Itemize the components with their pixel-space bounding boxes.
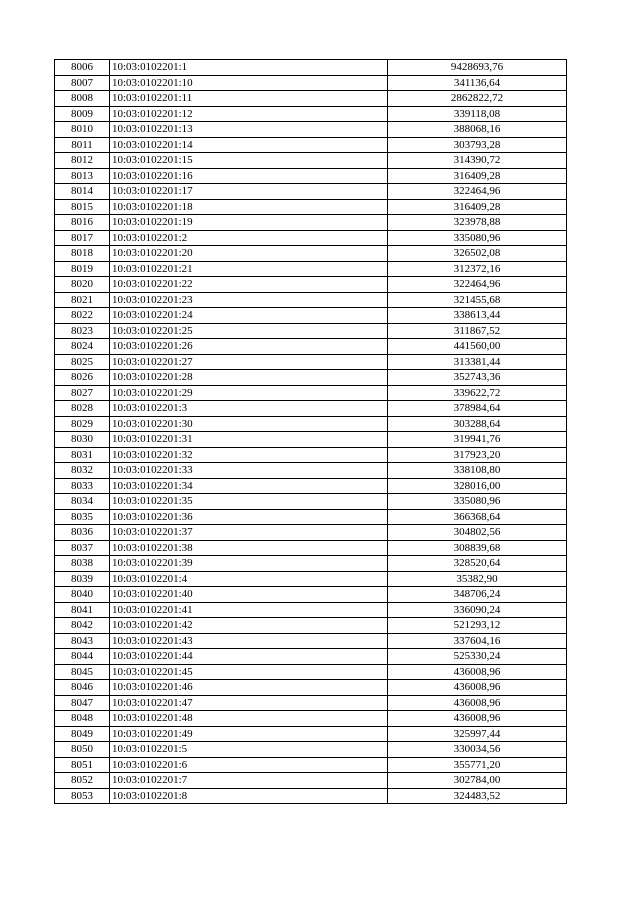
cadastral-number-cell: 10:03:0102201:41 xyxy=(110,602,388,618)
row-number-cell: 8035 xyxy=(55,509,110,525)
table-row xyxy=(55,246,567,262)
row-number-cell: 8009 xyxy=(55,106,110,122)
cadastral-number-cell: 10:03:0102201:37 xyxy=(110,525,388,541)
row-number-cell: 8032 xyxy=(55,463,110,479)
cadastral-number-cell: 10:03:0102201:7 xyxy=(110,773,388,789)
row-number-cell: 8043 xyxy=(55,633,110,649)
row-number-cell: 8039 xyxy=(55,571,110,587)
cadastral-number-cell: 10:03:0102201:26 xyxy=(110,339,388,355)
row-number-cell: 8021 xyxy=(55,292,110,308)
cadastral-number-cell: 10:03:0102201:5 xyxy=(110,742,388,758)
row-number-cell: 8019 xyxy=(55,261,110,277)
row-number-cell: 8028 xyxy=(55,401,110,417)
table-row xyxy=(55,463,567,479)
table-row xyxy=(55,401,567,417)
cadastral-number-cell: 10:03:0102201:2 xyxy=(110,230,388,246)
row-number-cell: 8024 xyxy=(55,339,110,355)
cadastral-value-cell: 326502,08 xyxy=(388,246,567,262)
row-number-cell: 8012 xyxy=(55,153,110,169)
table-row xyxy=(55,416,567,432)
table-row xyxy=(55,215,567,231)
cadastral-value-cell: 304802,56 xyxy=(388,525,567,541)
row-number-cell: 8020 xyxy=(55,277,110,293)
cadastral-number-cell: 10:03:0102201:16 xyxy=(110,168,388,184)
cadastral-number-cell: 10:03:0102201:40 xyxy=(110,587,388,603)
cadastral-value-cell: 328016,00 xyxy=(388,478,567,494)
row-number-cell: 8044 xyxy=(55,649,110,665)
table-row xyxy=(55,773,567,789)
cadastral-value-cell: 323978,88 xyxy=(388,215,567,231)
cadastral-value-cell: 441560,00 xyxy=(388,339,567,355)
cadastral-number-cell: 10:03:0102201:15 xyxy=(110,153,388,169)
cadastral-value-cell: 317923,20 xyxy=(388,447,567,463)
table-row xyxy=(55,199,567,215)
table-row xyxy=(55,75,567,91)
cadastral-value-cell: 313381,44 xyxy=(388,354,567,370)
cadastral-number-cell: 10:03:0102201:25 xyxy=(110,323,388,339)
table-row xyxy=(55,261,567,277)
cadastral-value-cell: 35382,90 xyxy=(388,571,567,587)
row-number-cell: 8027 xyxy=(55,385,110,401)
cadastral-number-cell: 10:03:0102201:23 xyxy=(110,292,388,308)
cadastral-number-cell: 10:03:0102201:31 xyxy=(110,432,388,448)
row-number-cell: 8042 xyxy=(55,618,110,634)
cadastral-number-cell: 10:03:0102201:29 xyxy=(110,385,388,401)
table-row xyxy=(55,432,567,448)
table-row xyxy=(55,153,567,169)
row-number-cell: 8053 xyxy=(55,788,110,804)
cadastral-number-cell: 10:03:0102201:4 xyxy=(110,571,388,587)
table-row xyxy=(55,540,567,556)
table-row xyxy=(55,277,567,293)
cadastral-number-cell: 10:03:0102201:8 xyxy=(110,788,388,804)
row-number-cell: 8049 xyxy=(55,726,110,742)
row-number-cell: 8030 xyxy=(55,432,110,448)
row-number-cell: 8033 xyxy=(55,478,110,494)
cadastral-value-cell: 339118,08 xyxy=(388,106,567,122)
table-row xyxy=(55,447,567,463)
row-number-cell: 8050 xyxy=(55,742,110,758)
table-row xyxy=(55,571,567,587)
cadastral-number-cell: 10:03:0102201:36 xyxy=(110,509,388,525)
cadastral-number-cell: 10:03:0102201:38 xyxy=(110,540,388,556)
table-row xyxy=(55,339,567,355)
cadastral-value-cell: 325997,44 xyxy=(388,726,567,742)
row-number-cell: 8014 xyxy=(55,184,110,200)
row-number-cell: 8017 xyxy=(55,230,110,246)
row-number-cell: 8041 xyxy=(55,602,110,618)
cadastral-number-cell: 10:03:0102201:19 xyxy=(110,215,388,231)
table-row xyxy=(55,525,567,541)
cadastral-number-cell: 10:03:0102201:35 xyxy=(110,494,388,510)
cadastral-number-cell: 10:03:0102201:6 xyxy=(110,757,388,773)
table-row xyxy=(55,323,567,339)
cadastral-number-cell: 10:03:0102201:32 xyxy=(110,447,388,463)
cadastral-value-table xyxy=(54,59,567,804)
row-number-cell: 8047 xyxy=(55,695,110,711)
cadastral-value-cell: 324483,52 xyxy=(388,788,567,804)
cadastral-value-cell: 341136,64 xyxy=(388,75,567,91)
cadastral-value-cell: 312372,16 xyxy=(388,261,567,277)
cadastral-number-cell: 10:03:0102201:33 xyxy=(110,463,388,479)
cadastral-value-cell: 436008,96 xyxy=(388,680,567,696)
cadastral-value-cell: 336090,24 xyxy=(388,602,567,618)
row-number-cell: 8018 xyxy=(55,246,110,262)
table-row xyxy=(55,60,567,76)
table-row xyxy=(55,354,567,370)
cadastral-number-cell: 10:03:0102201:10 xyxy=(110,75,388,91)
cadastral-number-cell: 10:03:0102201:12 xyxy=(110,106,388,122)
cadastral-value-cell: 335080,96 xyxy=(388,230,567,246)
cadastral-value-cell: 302784,00 xyxy=(388,773,567,789)
cadastral-number-cell: 10:03:0102201:17 xyxy=(110,184,388,200)
cadastral-number-cell: 10:03:0102201:24 xyxy=(110,308,388,324)
cadastral-number-cell: 10:03:0102201:39 xyxy=(110,556,388,572)
cadastral-value-cell: 328520,64 xyxy=(388,556,567,572)
table-row xyxy=(55,385,567,401)
cadastral-value-cell: 314390,72 xyxy=(388,153,567,169)
row-number-cell: 8015 xyxy=(55,199,110,215)
cadastral-value-cell: 316409,28 xyxy=(388,168,567,184)
row-number-cell: 8052 xyxy=(55,773,110,789)
cadastral-number-cell: 10:03:0102201:49 xyxy=(110,726,388,742)
table-row xyxy=(55,757,567,773)
table-body xyxy=(55,60,567,804)
table-row xyxy=(55,137,567,153)
cadastral-number-cell: 10:03:0102201:47 xyxy=(110,695,388,711)
cadastral-value-cell: 521293,12 xyxy=(388,618,567,634)
table-row xyxy=(55,726,567,742)
table-row xyxy=(55,91,567,107)
table-row xyxy=(55,788,567,804)
cadastral-value-cell: 366368,64 xyxy=(388,509,567,525)
cadastral-value-cell: 316409,28 xyxy=(388,199,567,215)
cadastral-number-cell: 10:03:0102201:44 xyxy=(110,649,388,665)
cadastral-value-cell: 436008,96 xyxy=(388,711,567,727)
cadastral-number-cell: 10:03:0102201:14 xyxy=(110,137,388,153)
cadastral-value-cell: 322464,96 xyxy=(388,277,567,293)
cadastral-value-cell: 525330,24 xyxy=(388,649,567,665)
table-row xyxy=(55,509,567,525)
table-row xyxy=(55,649,567,665)
row-number-cell: 8023 xyxy=(55,323,110,339)
cadastral-number-cell: 10:03:0102201:18 xyxy=(110,199,388,215)
cadastral-value-cell: 338613,44 xyxy=(388,308,567,324)
row-number-cell: 8007 xyxy=(55,75,110,91)
cadastral-value-cell: 303793,28 xyxy=(388,137,567,153)
cadastral-number-cell: 10:03:0102201:20 xyxy=(110,246,388,262)
cadastral-value-cell: 9428693,76 xyxy=(388,60,567,76)
cadastral-value-cell: 352743,36 xyxy=(388,370,567,386)
row-number-cell: 8051 xyxy=(55,757,110,773)
table-row xyxy=(55,633,567,649)
table-row xyxy=(55,618,567,634)
cadastral-value-cell: 338108,80 xyxy=(388,463,567,479)
cadastral-value-cell: 348706,24 xyxy=(388,587,567,603)
table-row xyxy=(55,184,567,200)
table-row xyxy=(55,168,567,184)
table-row xyxy=(55,292,567,308)
row-number-cell: 8026 xyxy=(55,370,110,386)
cadastral-value-cell: 303288,64 xyxy=(388,416,567,432)
row-number-cell: 8048 xyxy=(55,711,110,727)
cadastral-number-cell: 10:03:0102201:46 xyxy=(110,680,388,696)
table-row xyxy=(55,122,567,138)
table-row xyxy=(55,478,567,494)
table-row xyxy=(55,370,567,386)
cadastral-value-cell: 378984,64 xyxy=(388,401,567,417)
table-row xyxy=(55,695,567,711)
row-number-cell: 8045 xyxy=(55,664,110,680)
cadastral-value-cell: 321455,68 xyxy=(388,292,567,308)
cadastral-number-cell: 10:03:0102201:3 xyxy=(110,401,388,417)
table-row xyxy=(55,308,567,324)
cadastral-value-cell: 311867,52 xyxy=(388,323,567,339)
row-number-cell: 8029 xyxy=(55,416,110,432)
cadastral-value-cell: 355771,20 xyxy=(388,757,567,773)
row-number-cell: 8013 xyxy=(55,168,110,184)
cadastral-number-cell: 10:03:0102201:22 xyxy=(110,277,388,293)
row-number-cell: 8036 xyxy=(55,525,110,541)
row-number-cell: 8031 xyxy=(55,447,110,463)
table-row xyxy=(55,664,567,680)
row-number-cell: 8011 xyxy=(55,137,110,153)
table-row xyxy=(55,602,567,618)
table-row xyxy=(55,230,567,246)
row-number-cell: 8025 xyxy=(55,354,110,370)
table-row xyxy=(55,680,567,696)
cadastral-number-cell: 10:03:0102201:34 xyxy=(110,478,388,494)
row-number-cell: 8040 xyxy=(55,587,110,603)
cadastral-value-cell: 337604,16 xyxy=(388,633,567,649)
row-number-cell: 8037 xyxy=(55,540,110,556)
cadastral-value-cell: 436008,96 xyxy=(388,695,567,711)
cadastral-value-cell: 2862822,72 xyxy=(388,91,567,107)
cadastral-number-cell: 10:03:0102201:21 xyxy=(110,261,388,277)
row-number-cell: 8046 xyxy=(55,680,110,696)
cadastral-number-cell: 10:03:0102201:27 xyxy=(110,354,388,370)
table-row xyxy=(55,106,567,122)
cadastral-value-cell: 335080,96 xyxy=(388,494,567,510)
row-number-cell: 8034 xyxy=(55,494,110,510)
cadastral-number-cell: 10:03:0102201:28 xyxy=(110,370,388,386)
cadastral-number-cell: 10:03:0102201:30 xyxy=(110,416,388,432)
table-row xyxy=(55,742,567,758)
cadastral-value-cell: 322464,96 xyxy=(388,184,567,200)
cadastral-number-cell: 10:03:0102201:45 xyxy=(110,664,388,680)
row-number-cell: 8038 xyxy=(55,556,110,572)
cadastral-value-cell: 330034,56 xyxy=(388,742,567,758)
row-number-cell: 8016 xyxy=(55,215,110,231)
table-row xyxy=(55,556,567,572)
row-number-cell: 8022 xyxy=(55,308,110,324)
cadastral-number-cell: 10:03:0102201:13 xyxy=(110,122,388,138)
cadastral-number-cell: 10:03:0102201:48 xyxy=(110,711,388,727)
row-number-cell: 8010 xyxy=(55,122,110,138)
table-row xyxy=(55,587,567,603)
cadastral-number-cell: 10:03:0102201:11 xyxy=(110,91,388,107)
table-row xyxy=(55,711,567,727)
cadastral-number-cell: 10:03:0102201:42 xyxy=(110,618,388,634)
cadastral-value-cell: 339622,72 xyxy=(388,385,567,401)
cadastral-number-cell: 10:03:0102201:43 xyxy=(110,633,388,649)
cadastral-value-cell: 436008,96 xyxy=(388,664,567,680)
row-number-cell: 8008 xyxy=(55,91,110,107)
row-number-cell: 8006 xyxy=(55,60,110,76)
cadastral-number-cell: 10:03:0102201:1 xyxy=(110,60,388,76)
table-row xyxy=(55,494,567,510)
cadastral-value-cell: 388068,16 xyxy=(388,122,567,138)
cadastral-value-cell: 319941,76 xyxy=(388,432,567,448)
cadastral-value-cell: 308839,68 xyxy=(388,540,567,556)
